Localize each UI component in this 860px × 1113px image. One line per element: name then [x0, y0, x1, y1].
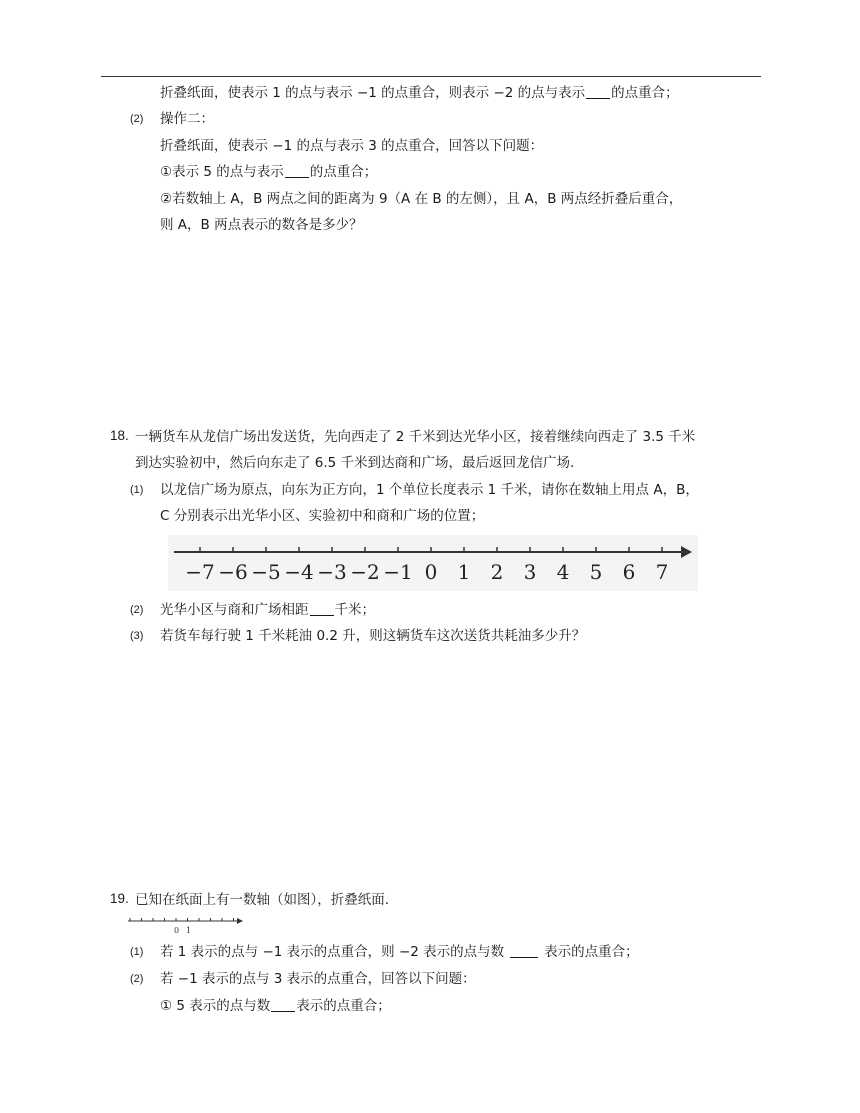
q18-part2-line	[160, 601, 375, 619]
q19-part1-tail: 表示的点重合；	[544, 944, 639, 960]
q17-line1-text: 折叠纸面，使表示 1 的点与表示 −1 的点重合，则表示 −2 的点与表示	[160, 85, 586, 101]
answer-blank[interactable]	[285, 163, 309, 178]
axis-label: −7	[185, 560, 215, 584]
q17-part2-title: 操作二：	[160, 111, 214, 127]
header-rule	[101, 76, 761, 77]
q18-part1-number: (1)	[130, 484, 144, 496]
axis-label: 7	[655, 560, 669, 584]
q19-sub1-text: ① 5 表示的点与数	[160, 998, 271, 1014]
q18-part3-number: (3)	[130, 630, 144, 642]
q17-sub1-text: ①表示 5 的点与表示	[160, 164, 284, 180]
answer-blank[interactable]	[586, 84, 610, 99]
small-number-line-figure	[126, 913, 246, 935]
answer-blank[interactable]	[510, 943, 538, 958]
q18-part1-line1: 以龙信广场为原点，向东为正方向，1 个单位长度表示 1 千米，请你在数轴上用点 A，B，	[160, 482, 699, 498]
q19-sub1-tail: 表示的点重合；	[296, 998, 391, 1014]
answer-blank[interactable]	[271, 997, 295, 1012]
q18-part2-number: (2)	[130, 604, 144, 616]
axis-label: −1	[383, 560, 413, 584]
q19-line1: 已知在纸面上有一数轴（如图），折叠纸面.	[135, 892, 390, 908]
q19-part1-line	[160, 943, 639, 961]
axis-label: −2	[350, 560, 380, 584]
axis-label: 2	[490, 560, 504, 584]
small-axis-label-0: 0	[174, 926, 180, 935]
answer-blank[interactable]	[310, 601, 334, 616]
q19-part1-text: 若 1 表示的点与 −1 表示的点重合，则 −2 表示的点与数	[160, 944, 505, 960]
q17-sub1-tail: 的点重合；	[309, 164, 378, 180]
q17-line1-tail: 的点重合；	[611, 85, 679, 101]
q19-sub1	[160, 997, 391, 1015]
axis-label: 3	[523, 560, 537, 584]
axis-label: 0	[424, 560, 438, 584]
q19-part1-number: (1)	[130, 946, 144, 958]
q18-line1: 一辆货车从龙信广场出发送货，先向西走了 2 千米到达光华小区，接着继续向西走了 3.5 千米	[135, 429, 696, 445]
small-axis-label-1: 1	[186, 926, 192, 935]
q17-sub2-line2: 则 A，B 两点表示的数各是多少？	[160, 217, 363, 233]
q17-sub1	[160, 163, 377, 181]
axis-label: −5	[251, 560, 281, 584]
axis-label: −6	[218, 560, 248, 584]
small-axis-arrow	[237, 918, 243, 924]
q19-part2-number: (2)	[130, 973, 144, 985]
q18-part2-tail: 千米；	[334, 602, 375, 618]
number-line-figure	[168, 535, 698, 591]
axis-label: −3	[317, 560, 347, 584]
axis-label: 4	[556, 560, 570, 584]
q19-part2-line: 若 −1 表示的点与 3 表示的点重合，回答以下问题：	[160, 971, 476, 987]
q18-part2-text: 光华小区与商和广场相距	[160, 602, 309, 618]
axis-labels	[185, 560, 668, 584]
q19-number: 19.	[110, 891, 129, 906]
axis-label: 5	[589, 560, 603, 584]
q17-sub2-line1: ②若数轴上 A，B 两点之间的距离为 9（A 在 B 的左侧），且 A，B 两点经折叠后重合，	[160, 191, 683, 207]
q18-line2: 到达实验初中，然后向东走了 6.5 千米到达商和广场，最后返回龙信广场.	[135, 455, 575, 471]
axis-label: 1	[457, 560, 471, 584]
q18-part1-line2: C 分别表示出光华小区、实验初中和商和广场的位置；	[160, 508, 485, 524]
q17-part2-line1: 折叠纸面，使表示 −1 的点与表示 3 的点重合，回答以下问题：	[160, 138, 544, 154]
q18-number: 18.	[110, 428, 129, 443]
axis-label: −4	[284, 560, 314, 584]
axis-label: 6	[622, 560, 636, 584]
q17-part2-number: (2)	[130, 113, 144, 125]
q17-line1	[160, 84, 679, 102]
q18-part3-line: 若货车每行驶 1 千米耗油 0.2 升，则这辆货车这次送货共耗油多少升？	[160, 628, 586, 644]
